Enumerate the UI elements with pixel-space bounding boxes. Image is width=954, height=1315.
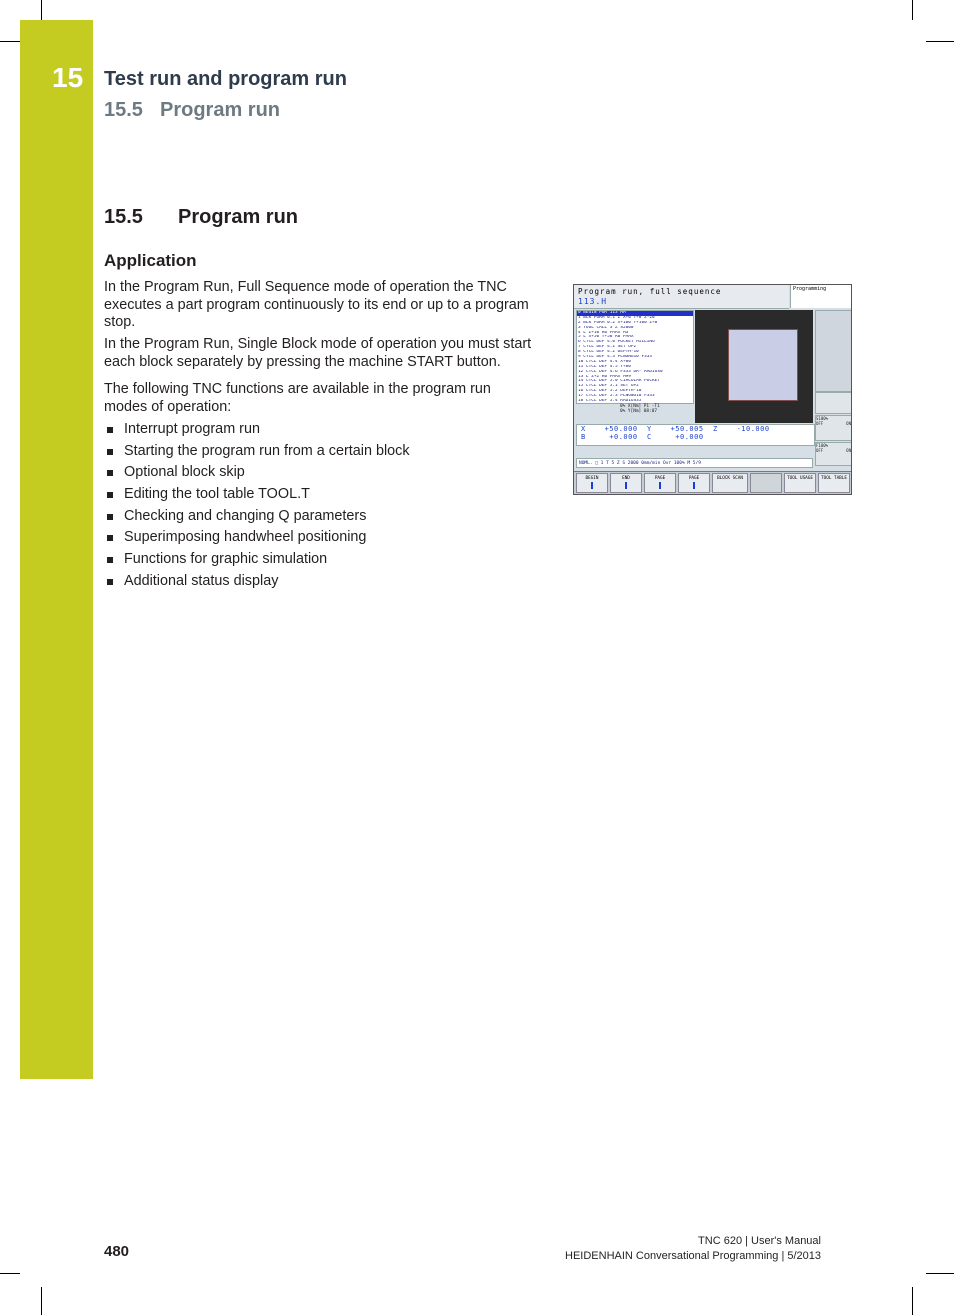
file-name: 113.H xyxy=(578,297,608,306)
program-line: 14 CYCL DEF 5.0 CIRCULAR POCKET xyxy=(578,379,660,384)
arrow-up-icon xyxy=(591,482,593,489)
program-line: 17 CYCL DEF 5.3 PLNGNG10 F333 xyxy=(578,394,655,399)
softkey-label: END xyxy=(622,476,630,481)
paragraph: In the Program Run, Full Sequence mode of operation the TNC executes a part program continuously to its end or up to a program stop. xyxy=(104,279,529,331)
crop-mark xyxy=(912,0,913,20)
section-title: Program run xyxy=(178,206,299,228)
subsection-heading: Application xyxy=(104,251,197,270)
off-label: OFF xyxy=(816,448,824,453)
position-display xyxy=(576,424,815,446)
function-list xyxy=(104,419,410,593)
list-item: Interrupt program run xyxy=(104,419,410,441)
crop-mark xyxy=(912,1287,913,1315)
tnc-screenshot xyxy=(573,284,852,495)
softkey-empty[interactable] xyxy=(750,473,782,493)
section-heading xyxy=(104,206,298,229)
programming-mode-box xyxy=(790,285,852,308)
section-number: 15.5 xyxy=(104,206,143,228)
program-line: 5 L X+50 Y+50 R0 FMAX xyxy=(578,335,634,340)
feed-override xyxy=(815,442,852,466)
softkey-begin[interactable] xyxy=(576,473,608,493)
crop-mark xyxy=(0,41,20,42)
paragraph: In the Program Run, Single Block mode of operation you must start each block separately by pressing the machine START button. xyxy=(104,336,532,370)
program-line: 2 BLK FORM 0.2 X+100 Y+100 Z+0 xyxy=(578,320,658,325)
softkey-tool-table[interactable] xyxy=(818,473,850,493)
softkey-end[interactable] xyxy=(610,473,642,493)
coord-line: X +50.000 Y +50.005 Z -10.000 xyxy=(581,425,770,433)
program-line: 3 TOOL CALL 3 Z S2000 xyxy=(578,325,634,330)
program-line: 18 CYCL DEF 5.4 RADIUS35 xyxy=(578,399,642,404)
program-line: 7 CYCL DEF 4.1 SET UP2 xyxy=(578,345,637,350)
page-number: 480 xyxy=(104,1243,130,1260)
info-line: 0% Y[Nm] 08:07 xyxy=(620,409,658,414)
softkey-label: BEGIN xyxy=(585,476,599,481)
softkey-label: TOOL USAGE xyxy=(787,476,813,481)
program-line: 15 CYCL DEF 5.1 SET UP2 xyxy=(578,384,639,389)
crop-mark xyxy=(926,41,954,42)
arrow-up-icon xyxy=(659,482,661,489)
program-line: 9 CYCL DEF 4.3 PLNGNG10 F333 xyxy=(578,355,653,360)
crop-mark xyxy=(41,0,42,20)
coord-line: B +0.000 C +0.000 xyxy=(581,433,704,441)
list-item: Checking and changing Q parameters xyxy=(104,506,410,528)
softkey-page-up[interactable] xyxy=(644,473,676,493)
spindle-label: S100% xyxy=(816,416,829,421)
softkey-page-down[interactable] xyxy=(678,473,710,493)
mode-title-bar xyxy=(574,285,789,309)
spindle-override xyxy=(815,415,852,441)
crop-mark xyxy=(0,1273,20,1274)
list-item: Optional block skip xyxy=(104,462,410,484)
program-line-current: 0 BEGIN PGM 113 MM xyxy=(577,311,693,316)
arrow-down-icon xyxy=(625,482,627,489)
on-label: ON xyxy=(846,421,851,426)
on-label: ON xyxy=(846,448,851,453)
list-item: Editing the tool table TOOL.T xyxy=(104,484,410,506)
status-line: NOML. □ 1 T 5 Z S 2000 0mm/min Ovr 100% M 5/9 xyxy=(576,458,813,468)
graphic-simulation xyxy=(695,310,813,423)
softkey-label: BLOCK SCAN xyxy=(717,476,743,481)
softkey-row xyxy=(574,471,851,495)
machine-status-icons xyxy=(815,310,852,392)
program-line: 13 L Z+2 R0 FMAX M99 xyxy=(578,374,631,379)
tool-info xyxy=(576,404,692,422)
program-line: 12 CYCL DEF 4.6 F333 DR- RADIUS0 xyxy=(578,369,663,374)
running-header-section-number: 15.5 xyxy=(104,99,143,121)
softkey-block-scan[interactable] xyxy=(712,473,748,493)
program-line: 11 CYCL DEF 4.5 Y+80 xyxy=(578,364,631,369)
crop-mark xyxy=(926,1273,954,1274)
programming-label: Programming xyxy=(793,286,827,292)
softkey-label: PAGE xyxy=(688,476,700,481)
feed-label: F100% xyxy=(816,443,829,448)
off-label: OFF xyxy=(816,421,824,426)
program-line: 16 CYCL DEF 5.2 DEPTH-10 xyxy=(578,389,642,394)
workpiece-blank xyxy=(728,329,798,401)
list-item: Additional status display xyxy=(104,571,410,593)
program-line: 8 CYCL DEF 4.2 DEPTH-10 xyxy=(578,350,639,355)
softkey-label: TOOL TABLE xyxy=(821,476,847,481)
list-item: Functions for graphic simulation xyxy=(104,549,410,571)
program-line: 10 CYCL DEF 4.4 X+80 xyxy=(578,359,631,364)
crop-mark xyxy=(41,1287,42,1315)
footer-line: HEIDENHAIN Conversational Programming | 5/2013 xyxy=(565,1250,821,1262)
footer-line: TNC 620 | User's Manual xyxy=(698,1235,821,1247)
softkey-tool-usage[interactable] xyxy=(784,473,816,493)
list-item: Starting the program run from a certain block xyxy=(104,441,410,463)
arrow-down-icon xyxy=(693,482,695,489)
running-header-section xyxy=(104,99,280,122)
softkey-label: PAGE xyxy=(654,476,666,481)
running-header-section-title: Program run xyxy=(160,99,281,121)
status-panel xyxy=(815,392,852,414)
chapter-number: 15 xyxy=(52,62,84,93)
running-header-title: Test run and program run xyxy=(104,68,347,90)
program-line: 1 BLK FORM 0.1 Z X+0 Y+0 Z-20 xyxy=(578,315,655,320)
program-listing xyxy=(576,310,694,404)
mode-title: Program run, full sequence xyxy=(578,287,722,296)
paragraph: The following TNC functions are available in the program run modes of operation: xyxy=(104,381,491,415)
program-line: 6 CYCL DEF 4.0 POCKET MILLING xyxy=(578,340,655,345)
program-line: 4 L Z+10 R0 FMAX M3 xyxy=(578,330,629,335)
list-item: Superimposing handwheel positioning xyxy=(104,527,410,549)
chapter-sidebar xyxy=(20,20,93,1079)
info-line: 0% X[Nm] P1 -T1 xyxy=(620,404,660,409)
